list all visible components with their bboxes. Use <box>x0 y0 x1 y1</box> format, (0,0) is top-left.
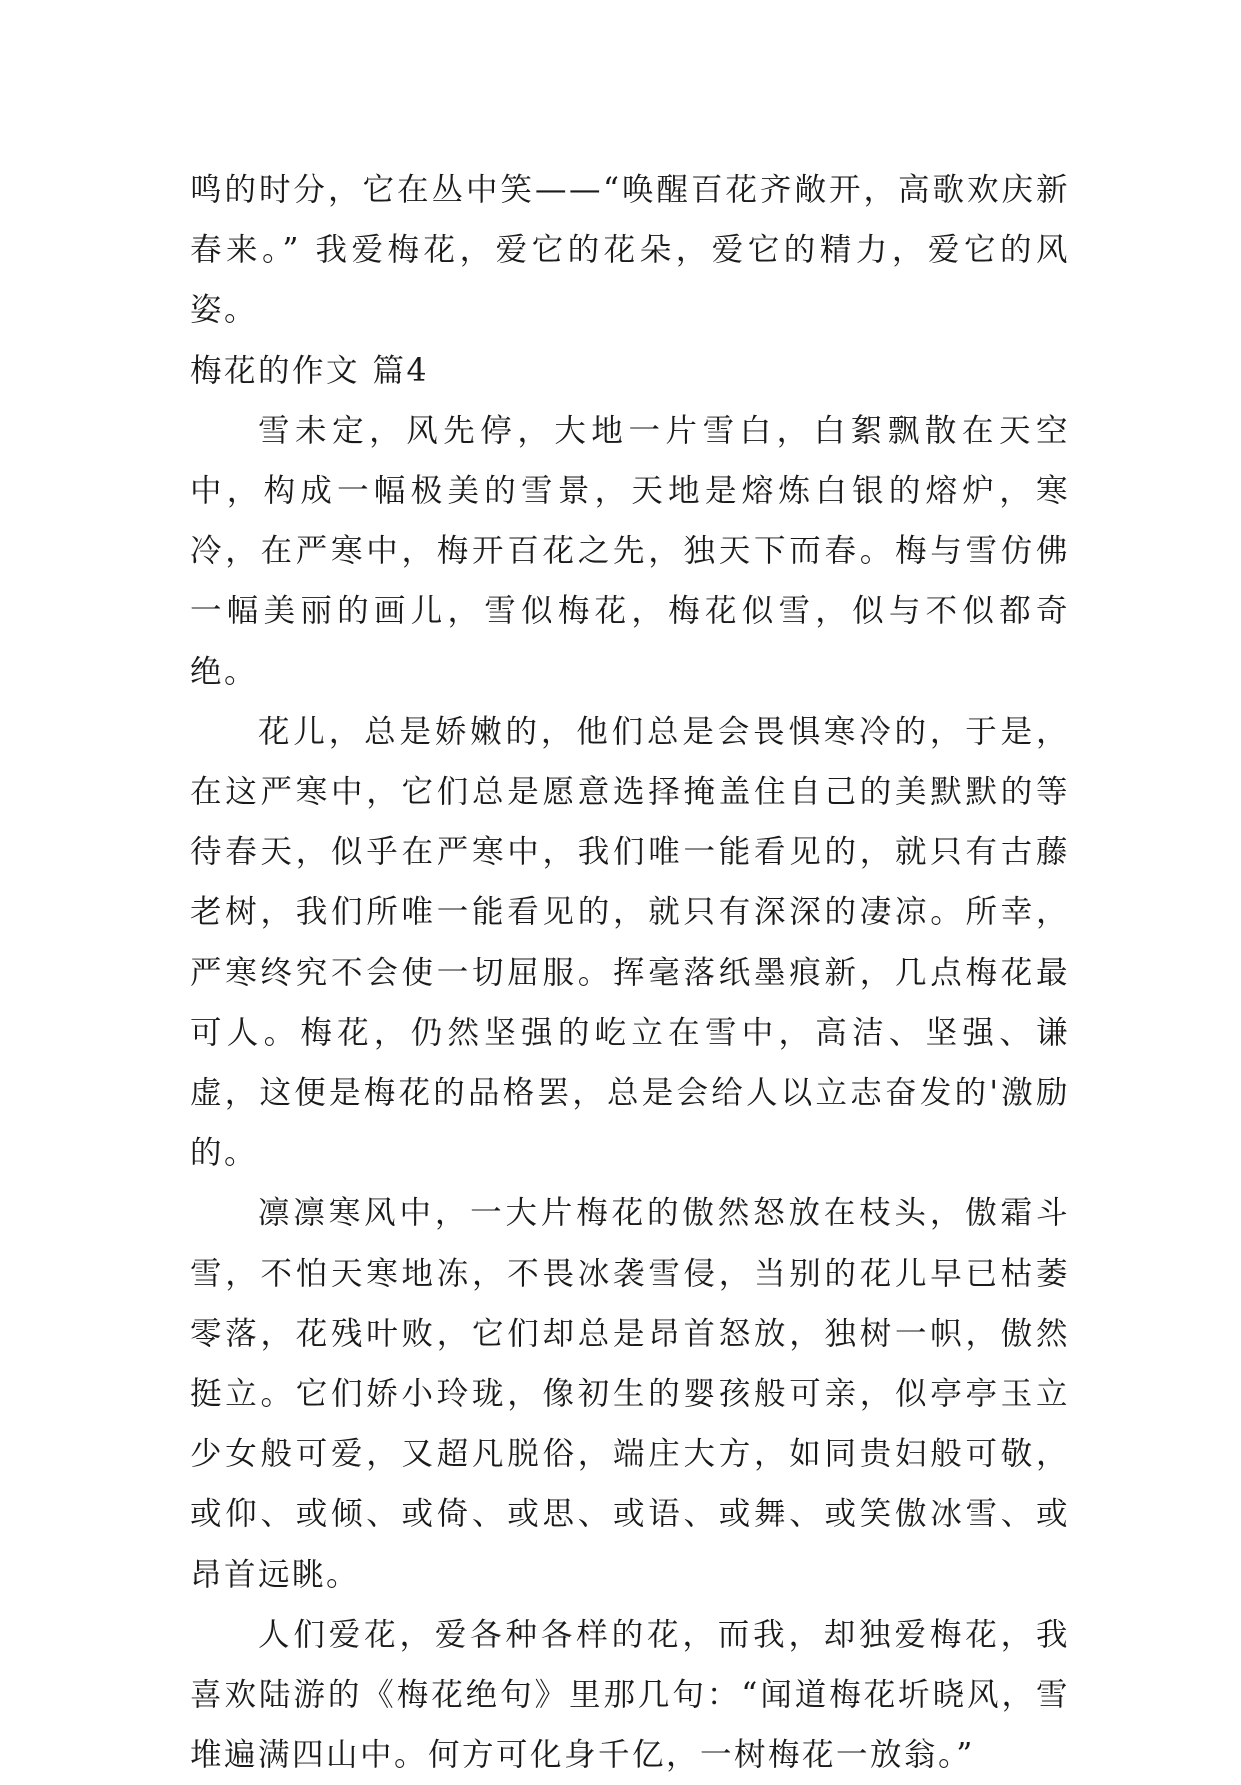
body-paragraph: 雪未定，风先停，大地一片雪白，白絮飘散在天空中，构成一幅极美的雪景，天地是熔炼白银的熔炉，寒冷，在严寒中，梅开百花之先，独天下而春。梅与雪仿佛一幅美丽的画儿，雪似梅花，梅花似雪，似与不似都奇绝。 <box>190 412 1070 690</box>
body-paragraph: 人们爱花，爱各种各样的花，而我，却独爱梅花，我喜欢陆游的《梅花绝句》里那几句：“闻道梅花圻晓风，雪堆遍满四山中。何方可化身千亿，一树梅花一放翁。” <box>190 1616 1070 1774</box>
body-paragraph: 凛凛寒风中，一大片梅花的傲然怒放在枝头，傲霜斗雪，不怕天寒地冻，不畏冰袭雪侵，当别的花儿早已枯萎零落，花残叶败，它们却总是昂首怒放，独树一帜，傲然挺立。它们娇小玲珑，像初生的婴孩般可亲，似亭亭玉立少女般可爱，又超凡脱俗，端庄大方，如同贵妇般可敬，或仰、或倾、或倚、或思、或语、或舞、或笑傲冰雪、或昂首远眺。 <box>190 1195 1070 1593</box>
document-body <box>190 160 1070 1785</box>
continued-paragraph: 鸣的时分，它在丛中笑——“唤醒百花齐敞开，高歌欢庆新春来。” 我爱梅花，爱它的花朵，爱它的精力，爱它的风姿。 <box>190 172 1070 329</box>
section-heading: 梅花的作文 篇4 <box>190 352 430 389</box>
body-paragraph: 花儿，总是娇嫩的，他们总是会畏惧寒冷的，于是，在这严寒中，它们总是愿意选择掩盖住自己的美默默的等待春天，似乎在严寒中，我们唯一能看见的，就只有古藤老树，我们所唯一能看见的，就只有深深的凄凉。所幸，严寒终究不会使一切屈服。挥毫落纸墨痕新，几点梅花最可人。梅花，仍然坚强的屹立在雪中，高洁、坚强、谦虚，这便是梅花的品格罢，总是会给人以立志奋发的'激励的。 <box>190 713 1070 1172</box>
